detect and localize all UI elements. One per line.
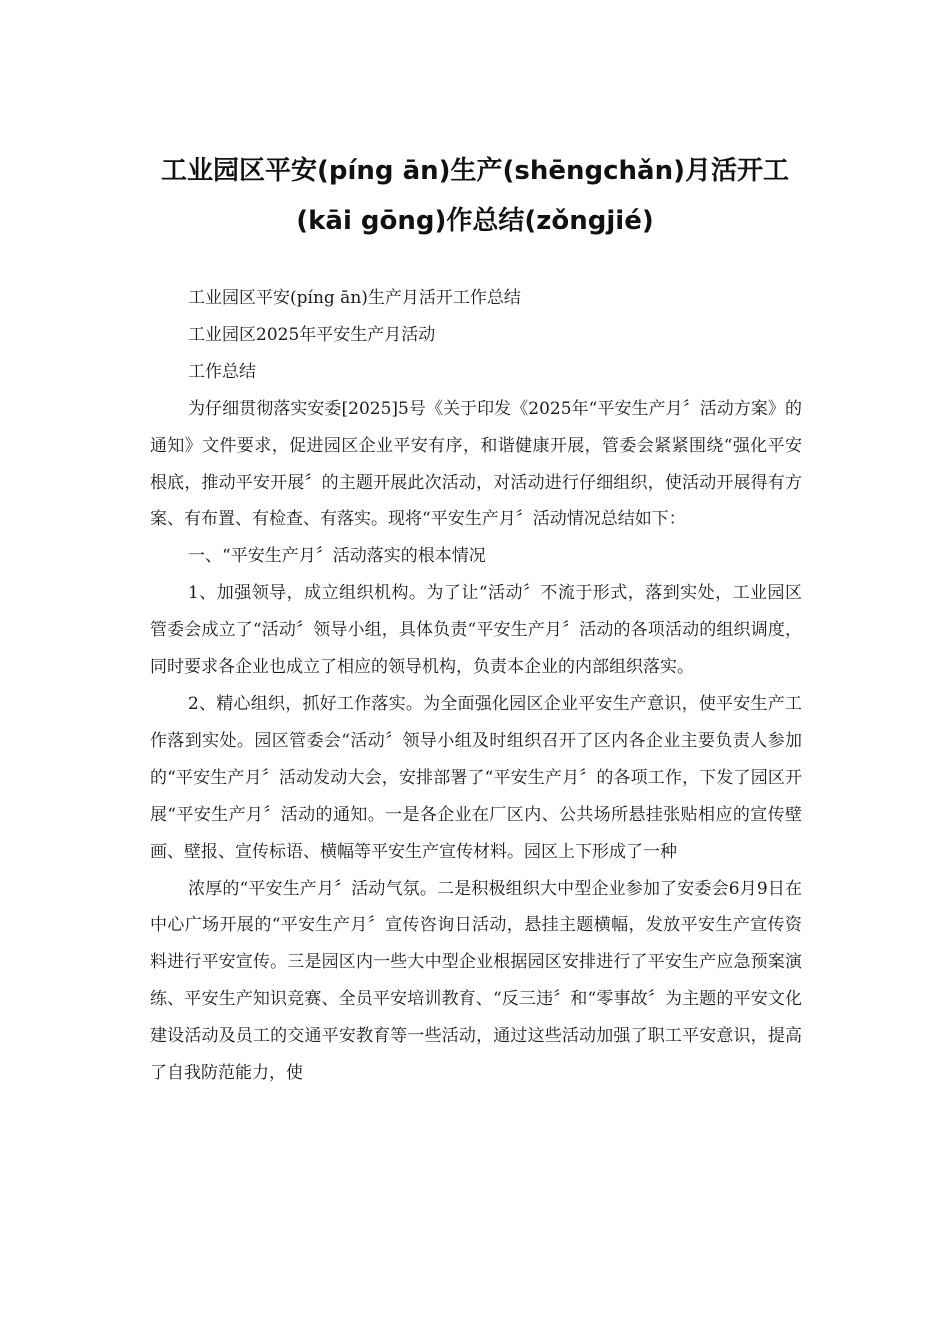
paragraph: 工作总结 xyxy=(188,361,256,382)
document-body xyxy=(150,280,802,1092)
paragraph: 为仔细贯彻落实安委[2025]5号《关于印发《2025年“平安生产月〞活动方案》的通知》文件要求，促进园区企业平安有序，和谐健康开展，管委会紧紧围绕“强化平安根底，推动平安开展〞的主题开展此次活动，对活动进行仔细组织，使活动开展得有方案、有布置、有检查、有落实。现将“平安生产月〞活动情况总结如下： xyxy=(150,398,802,530)
paragraph: 1、加强领导，成立组织机构。为了让“活动〞不流于形式，落到实处，工业园区管委会成立了“活动〞领导小组，具体负责“平安生产月〞活动的各项活动的组织调度，同时要求各企业也成立了相应的领导机构，负责本企业的内部组织落实。 xyxy=(150,583,802,678)
paragraph: 2、精心组织，抓好工作落实。为全面强化园区企业平安生产意识，使平安生产工作落到实处。园区管委会“活动〞领导小组及时组织召开了区内各企业主要负责人参加的“平安生产月〞活动发动大会，安排部署了“平安生产月〞的各项工作，下发了园区开展“平安生产月〞活动的通知。一是各企业在厂区内、公共场所悬挂张贴相应的宣传壁画、壁报、宣传标语、横幅等平安生产宣传材料。园区上下形成了一种 xyxy=(150,693,802,862)
section-heading: 一、“平安生产月〞活动落实的根本情况 xyxy=(188,546,486,567)
document-title: 工业园区平安(píng ān)生产(shēngchǎn)月活开工(kāi gōng)作总结(zǒngjié) xyxy=(161,156,789,236)
paragraph: 工业园区2025年平安生产月活动 xyxy=(188,324,436,345)
paragraph: 浓厚的“平安生产月〞活动气氛。二是积极组织大中型企业参加了安委会6月9日在中心广场开展的“平安生产月〞宣传咨询日活动，悬挂主题横幅，发放平安生产宣传资料进行平安宣传。三是园区内一些大中型企业根据园区安排进行了平安生产应急预案演练、平安生产知识竞赛、全员平安培训教育、“反三违〞和“零事故〞为主题的平安文化建设活动及员工的交通平安教育等一些活动，通过这些活动加强了职工平安意识，提高了自我防范能力，使 xyxy=(150,878,802,1084)
paragraph: 工业园区平安(píng ān)生产月活开工作总结 xyxy=(188,288,521,308)
